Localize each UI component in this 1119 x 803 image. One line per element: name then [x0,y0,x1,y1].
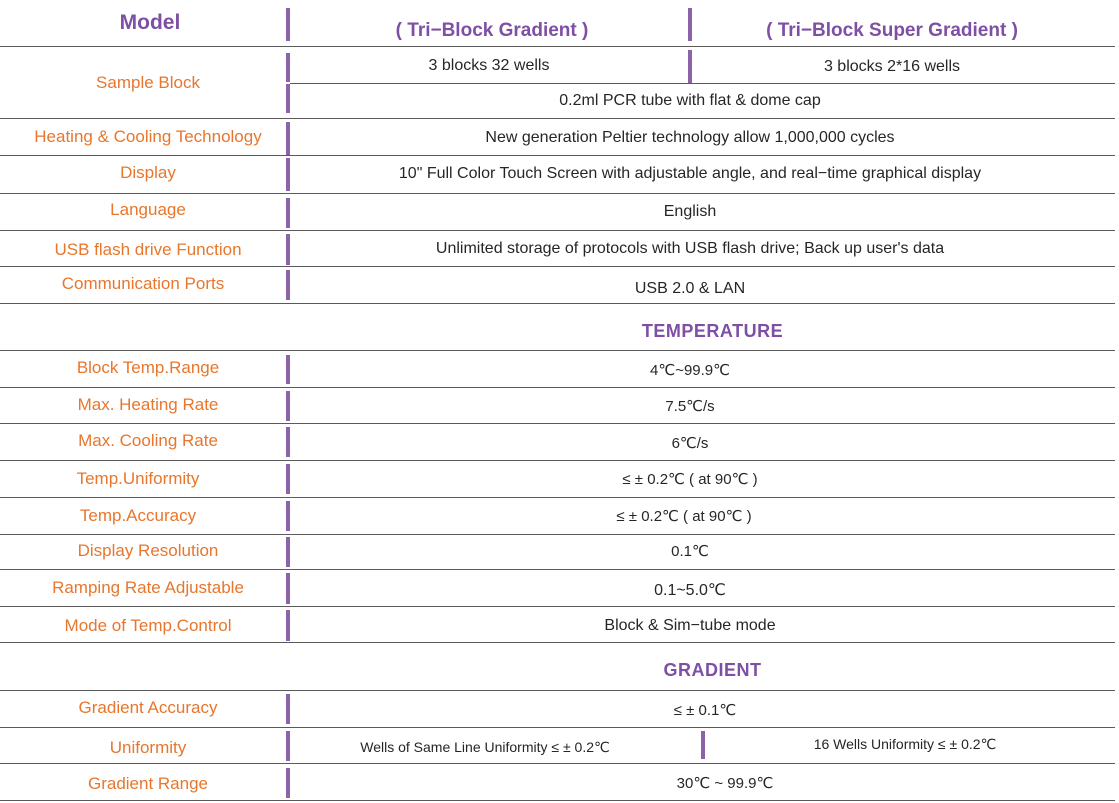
gradient-section-title: GRADIENT [663,660,762,680]
communication-ports-label: Communication Ports [61,274,225,293]
gradient-uniformity-col2-value: 16 Wells Uniformity ≤ ± 0.2℃ [813,736,997,752]
tri-block-gradient-header: ( Tri−Block Gradient ) [395,20,589,41]
gradient-uniformity-label: Uniformity [109,738,187,757]
language-label: Language [110,200,186,219]
usb-function-value: Unlimited storage of protocols with USB flash drive; Back up user's data [435,240,945,257]
row-divider [0,155,1115,156]
heating-cooling-value: New generation Peltier technology allow 1,000,000 cycles [485,129,895,146]
display-value: 10" Full Color Touch Screen with adjustable angle, and real−time graphical display [398,165,982,182]
temp-accuracy-value: ≤ ± 0.2℃ ( at 90℃ ) [616,508,752,525]
row-divider [0,569,1115,570]
display-resolution-value: 0.1℃ [671,543,709,560]
display-resolution-label: Display Resolution [77,541,219,560]
row-divider [0,193,1115,194]
block-temp-range-label: Block Temp.Range [76,358,220,377]
row-divider [0,690,1115,691]
gradient-range-value: 30℃ ~ 99.9℃ [676,775,774,792]
row-divider [0,642,1115,643]
temp-uniformity-label: Temp.Uniformity [76,469,200,488]
mode-temp-control-value: Block & Sim−tube mode [604,617,776,634]
usb-function-label: USB flash drive Function [54,240,242,259]
row-divider [0,727,1115,728]
row-divider [0,350,1115,351]
tri-block-super-gradient-header: ( Tri−Block Super Gradient ) [766,20,1018,41]
row-divider [290,83,1115,84]
row-divider [0,266,1115,267]
column-divider [286,731,290,761]
sample-block-shared-value: 0.2ml PCR tube with flat & dome cap [559,92,821,109]
max-cooling-rate-label: Max. Cooling Rate [78,431,218,450]
model-header: Model [119,11,181,34]
sample-block-col1-value: 3 blocks 32 wells [428,57,550,74]
max-cooling-rate-value: 6℃/s [671,435,709,452]
max-heating-rate-value: 7.5℃/s [665,398,715,415]
sample-block-col2-value: 3 blocks 2*16 wells [823,58,961,75]
ramping-rate-value: 0.1~5.0℃ [654,582,726,599]
gradient-accuracy-label: Gradient Accuracy [78,698,218,717]
row-divider [0,534,1115,535]
communication-ports-value: USB 2.0 & LAN [634,280,746,297]
row-divider [0,497,1115,498]
temp-accuracy-label: Temp.Accuracy [79,506,197,525]
sample-block-label: Sample Block [96,73,200,92]
language-value: English [663,203,717,220]
column-divider [286,8,290,41]
display-label: Display [120,163,176,182]
column-divider [701,731,705,759]
gradient-uniformity-col1-value: Wells of Same Line Uniformity ≤ ± 0.2℃ [360,739,610,755]
row-divider [0,460,1115,461]
temp-uniformity-value: ≤ ± 0.2℃ ( at 90℃ ) [622,471,758,488]
row-divider [0,303,1115,304]
gradient-range-label: Gradient Range [87,774,209,793]
heating-cooling-label: Heating & Cooling Technology [34,127,262,146]
row-divider [0,800,1115,801]
row-divider [0,423,1115,424]
max-heating-rate-label: Max. Heating Rate [77,395,219,414]
temperature-section-title: TEMPERATURE [641,321,784,341]
block-temp-range-value: 4℃~99.9℃ [650,362,730,379]
row-divider [0,606,1115,607]
gradient-accuracy-value: ≤ ± 0.1℃ [673,702,737,719]
row-divider [0,230,1115,231]
row-divider [0,387,1115,388]
row-divider [0,118,1115,119]
row-divider [0,763,1115,764]
row-divider [0,46,1115,47]
ramping-rate-label: Ramping Rate Adjustable [52,578,244,597]
mode-temp-control-label: Mode of Temp.Control [64,616,232,635]
